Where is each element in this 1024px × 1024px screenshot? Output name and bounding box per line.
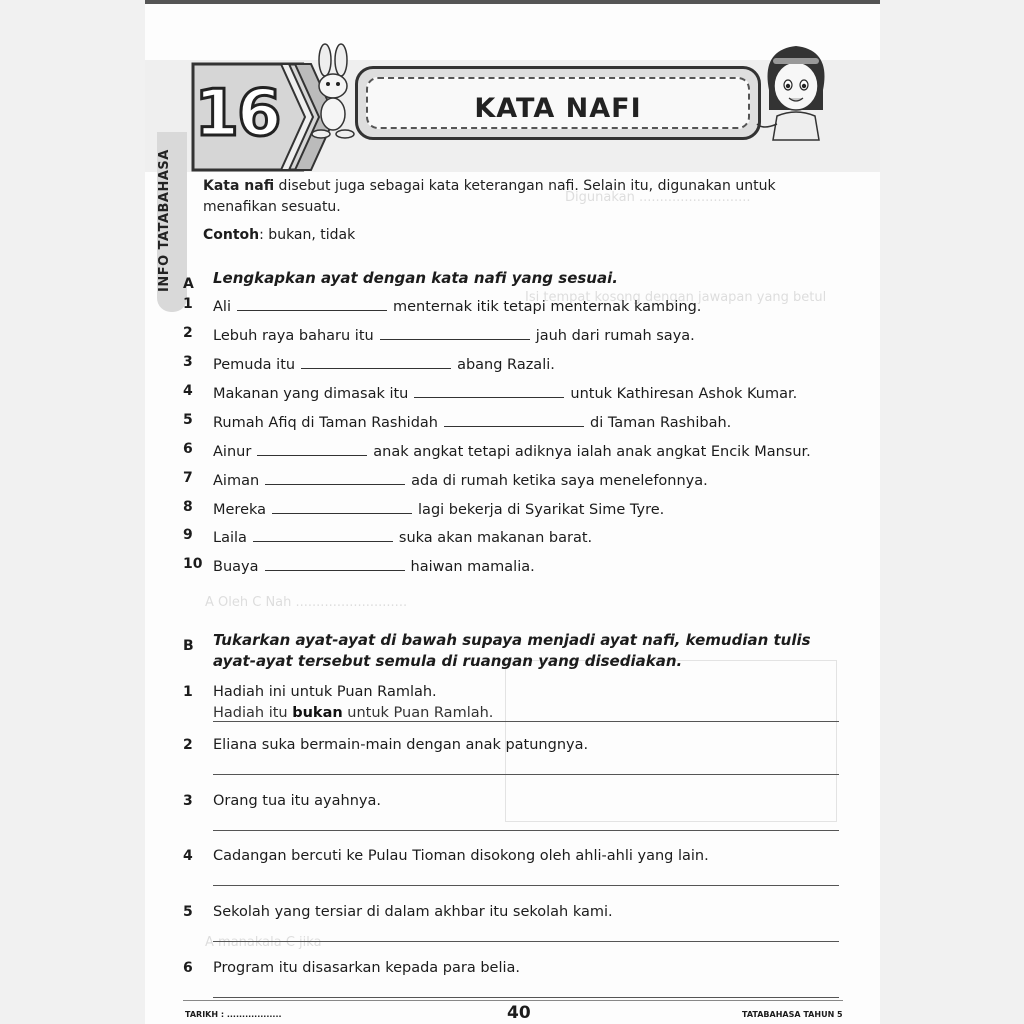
question-text-before: Aiman: [213, 473, 260, 489]
bleed-through-text: A Oleh C Nah ...........................: [205, 595, 408, 610]
example-answer-before: Hadiah itu: [213, 705, 293, 721]
rabbit-illustration: [303, 42, 363, 142]
intro-paragraph: [203, 176, 803, 218]
question-row: [213, 412, 731, 431]
answer-blank[interactable]: [237, 296, 387, 311]
example-answer-after: untuk Puan Ramlah.: [342, 705, 494, 721]
question-number: 10: [183, 556, 203, 572]
footer-rule: [183, 1000, 843, 1001]
question-number: 7: [183, 470, 193, 486]
question-text-after: untuk Kathiresan Ashok Kumar.: [570, 386, 798, 402]
page-title: KATA NAFI: [474, 93, 642, 124]
bleed-through-text: Digunakan ...........................: [565, 190, 751, 205]
question-text-after: menternak itik tetapi menternak kambing.: [392, 299, 702, 315]
question-number: 3: [183, 354, 193, 370]
answer-line[interactable]: [213, 721, 839, 722]
answer-blank[interactable]: [414, 383, 564, 398]
answer-blank[interactable]: [265, 470, 405, 485]
question-text-before: Mereka: [213, 502, 267, 518]
side-tab-label: INFO TATABAHASA: [157, 149, 172, 293]
question-text-after: anak angkat tetapi adiknya ialah anak angkat Encik Mansur.: [373, 444, 811, 460]
question-row: [213, 470, 708, 489]
question-text-before: Makanan yang dimasak itu: [213, 386, 409, 402]
question-text-after: lagi bekerja di Syarikat Sime Tyre.: [418, 502, 665, 518]
question-number: 2: [183, 737, 193, 753]
intro-definition: disebut juga sebagai kata keterangan nafi. Selain itu, digunakan untuk menafikan sesuatu.: [203, 178, 776, 215]
question-number: 1: [183, 296, 193, 312]
bleed-through-text: A manakala C jika: [205, 935, 322, 950]
title-banner: [355, 66, 761, 140]
question-sentence: Orang tua itu ayahnya.: [213, 793, 381, 809]
answer-blank[interactable]: [257, 441, 367, 456]
answer-blank[interactable]: [265, 556, 405, 571]
question-sentence: Cadangan bercuti ke Pulau Tioman disokong oleh ahli-ahli yang lain.: [213, 848, 709, 864]
question-number: 5: [183, 412, 193, 428]
answer-line[interactable]: [213, 885, 839, 886]
answer-blank[interactable]: [253, 527, 393, 542]
question-row: [213, 325, 695, 344]
intro-term: Kata nafi: [203, 178, 275, 194]
date-label: TARIKH : ..................: [185, 1010, 282, 1019]
section-a-letter: A: [183, 276, 194, 292]
answer-blank[interactable]: [272, 499, 412, 514]
question-number: 2: [183, 325, 193, 341]
example-answer-keyword: bukan: [292, 705, 343, 721]
question-number: 6: [183, 441, 193, 457]
question-row: [213, 383, 797, 402]
answer-line[interactable]: [213, 774, 839, 775]
question-row: [213, 441, 811, 460]
question-text-before: Buaya: [213, 559, 259, 575]
question-text-after: ada di rumah ketika saya menelefonnya.: [411, 473, 708, 489]
question-row: [213, 527, 592, 546]
question-text-before: Ainur: [213, 444, 252, 460]
question-number: 6: [183, 960, 193, 976]
question-text-before: Ali: [213, 299, 231, 315]
question-sentence: Program itu disasarkan kepada para belia.: [213, 960, 521, 976]
question-row: [213, 354, 555, 373]
question-number: 5: [183, 904, 193, 920]
example-text: : bukan, tidak: [259, 227, 356, 243]
question-text-after: di Taman Rashibah.: [589, 415, 732, 431]
question-text-before: Pemuda itu: [213, 357, 296, 373]
question-number: 1: [183, 684, 193, 700]
example-answer: [213, 705, 493, 721]
question-row: [213, 499, 664, 518]
title-banner-inner: [366, 77, 750, 129]
question-text-before: Laila: [213, 530, 247, 546]
question-number: 3: [183, 793, 193, 809]
question-number: 9: [183, 527, 193, 543]
girl-illustration: [751, 40, 841, 142]
section-a-instruction: Lengkapkan ayat dengan kata nafi yang sesuai.: [213, 269, 618, 287]
question-row: [213, 296, 701, 315]
answer-blank[interactable]: [380, 325, 530, 340]
question-text-after: jauh dari rumah saya.: [535, 328, 695, 344]
question-number: 8: [183, 499, 193, 515]
example-line: [203, 227, 355, 243]
question-number: 4: [183, 383, 193, 399]
bleed-through-text: Isi tempat kosong dengan jawapan yang betul: [525, 290, 827, 305]
question-sentence: Hadiah ini untuk Puan Ramlah.: [213, 684, 437, 700]
question-row: [213, 556, 535, 575]
section-b-instruction: Tukarkan ayat-ayat di bawah supaya menjadi ayat nafi, kemudian tulis ayat-ayat tersebut semula di ruangan yang disediakan.: [213, 631, 811, 670]
answer-line[interactable]: [213, 830, 839, 831]
book-title: TATABAHASA TAHUN 5: [742, 1010, 843, 1019]
question-text-before: Lebuh raya baharu itu: [213, 328, 374, 344]
question-text-after: suka akan makanan barat.: [398, 530, 593, 546]
question-text-after: abang Razali.: [457, 357, 555, 373]
question-text-before: Rumah Afiq di Taman Rashidah: [213, 415, 438, 431]
question-sentence: Eliana suka bermain-main dengan anak patungnya.: [213, 737, 589, 753]
worksheet-page: [145, 0, 880, 1024]
section-b-letter: B: [183, 638, 194, 654]
answer-blank[interactable]: [444, 412, 584, 427]
question-text-after: haiwan mamalia.: [410, 559, 535, 575]
answer-line[interactable]: [213, 997, 839, 998]
answer-line[interactable]: [213, 941, 839, 942]
example-label: Contoh: [203, 227, 260, 243]
answer-blank[interactable]: [301, 354, 451, 369]
unit-number: 16: [194, 77, 280, 151]
page-number: 40: [507, 1003, 531, 1023]
question-sentence: Sekolah yang tersiar di dalam akhbar itu sekolah kami.: [213, 904, 613, 920]
question-number: 4: [183, 848, 193, 864]
page-top-edge: [145, 0, 880, 4]
